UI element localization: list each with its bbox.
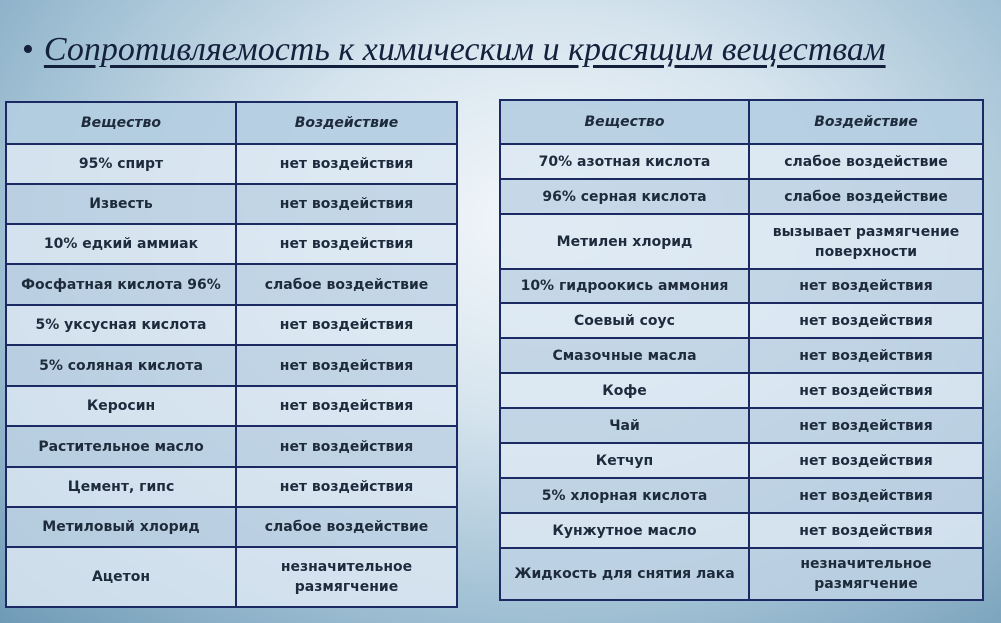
effect-cell: слабое воздействие	[236, 264, 457, 305]
table-row	[500, 303, 983, 338]
substance-cell: Смазочные масла	[500, 338, 749, 373]
substance-cell: 5% хлорная кислота	[500, 478, 749, 513]
column-header-substance: Вещество	[500, 100, 749, 144]
substance-cell: Метиловый хлорид	[6, 507, 236, 547]
table-row	[6, 467, 457, 507]
effect-cell: нет воздействия	[236, 224, 457, 264]
table-row	[6, 386, 457, 426]
effect-cell: нет воздействия	[749, 513, 983, 548]
substance-cell: 10% едкий аммиак	[6, 224, 236, 264]
substance-cell: Соевый соус	[500, 303, 749, 338]
table-row	[6, 264, 457, 305]
substance-cell: 70% азотная кислота	[500, 144, 749, 179]
substance-cell: Ацетон	[6, 547, 236, 607]
column-header-substance: Вещество	[6, 102, 236, 144]
substance-cell: Чай	[500, 408, 749, 443]
effect-cell: нет воздействия	[749, 338, 983, 373]
substance-cell: Фосфатная кислота 96%	[6, 264, 236, 305]
column-header-effect: Воздействие	[749, 100, 983, 144]
substance-cell: Кунжутное масло	[500, 513, 749, 548]
left-resistance-table	[5, 101, 458, 608]
effect-cell: слабое воздействие	[749, 144, 983, 179]
table-row	[500, 513, 983, 548]
slide-title-text: Сопротивляемость к химическим и красящим веществам	[43, 31, 886, 68]
table-row	[6, 547, 457, 607]
substance-cell: 5% соляная кислота	[6, 345, 236, 386]
table-row	[6, 305, 457, 345]
effect-cell: незначительное размягчение	[236, 547, 457, 607]
table-row	[500, 179, 983, 214]
table-row	[6, 184, 457, 224]
effect-cell: слабое воздействие	[236, 507, 457, 547]
substance-cell: Известь	[6, 184, 236, 224]
effect-cell: нет воздействия	[236, 305, 457, 345]
slide-title	[22, 30, 886, 70]
substance-cell: 10% гидроокись аммония	[500, 269, 749, 303]
table-row	[500, 408, 983, 443]
column-header-effect: Воздействие	[236, 102, 457, 144]
effect-cell: нет воздействия	[236, 467, 457, 507]
table-row	[6, 144, 457, 184]
table-row	[500, 443, 983, 478]
effect-cell: нет воздействия	[749, 408, 983, 443]
table-row	[500, 214, 983, 269]
table-row	[500, 548, 983, 600]
substance-cell: 95% спирт	[6, 144, 236, 184]
substance-cell: Кофе	[500, 373, 749, 408]
table-row	[6, 345, 457, 386]
table-row	[500, 478, 983, 513]
effect-cell: незначительное размягчение	[749, 548, 983, 600]
table-row	[500, 373, 983, 408]
effect-cell: нет воздействия	[749, 373, 983, 408]
effect-cell: нет воздействия	[236, 144, 457, 184]
effect-cell: нет воздействия	[749, 478, 983, 513]
substance-cell: Жидкость для снятия лака	[500, 548, 749, 600]
effect-cell: нет воздействия	[236, 386, 457, 426]
effect-cell: вызывает размягчение поверхности	[749, 214, 983, 269]
effect-cell: слабое воздействие	[749, 179, 983, 214]
table-row	[6, 426, 457, 467]
effect-cell: нет воздействия	[749, 443, 983, 478]
table-row	[500, 269, 983, 303]
effect-cell: нет воздействия	[236, 345, 457, 386]
right-resistance-table	[499, 99, 984, 601]
table-row	[6, 224, 457, 264]
effect-cell: нет воздействия	[749, 269, 983, 303]
substance-cell: 5% уксусная кислота	[6, 305, 236, 345]
substance-cell: Керосин	[6, 386, 236, 426]
substance-cell: Кетчуп	[500, 443, 749, 478]
effect-cell: нет воздействия	[236, 426, 457, 467]
substance-cell: Растительное масло	[6, 426, 236, 467]
table-row	[500, 144, 983, 179]
substance-cell: Метилен хлорид	[500, 214, 749, 269]
table-row	[500, 338, 983, 373]
substance-cell: Цемент, гипс	[6, 467, 236, 507]
effect-cell: нет воздействия	[236, 184, 457, 224]
substance-cell: 96% серная кислота	[500, 179, 749, 214]
effect-cell: нет воздействия	[749, 303, 983, 338]
table-row	[6, 507, 457, 547]
bullet-icon: •	[22, 31, 34, 68]
